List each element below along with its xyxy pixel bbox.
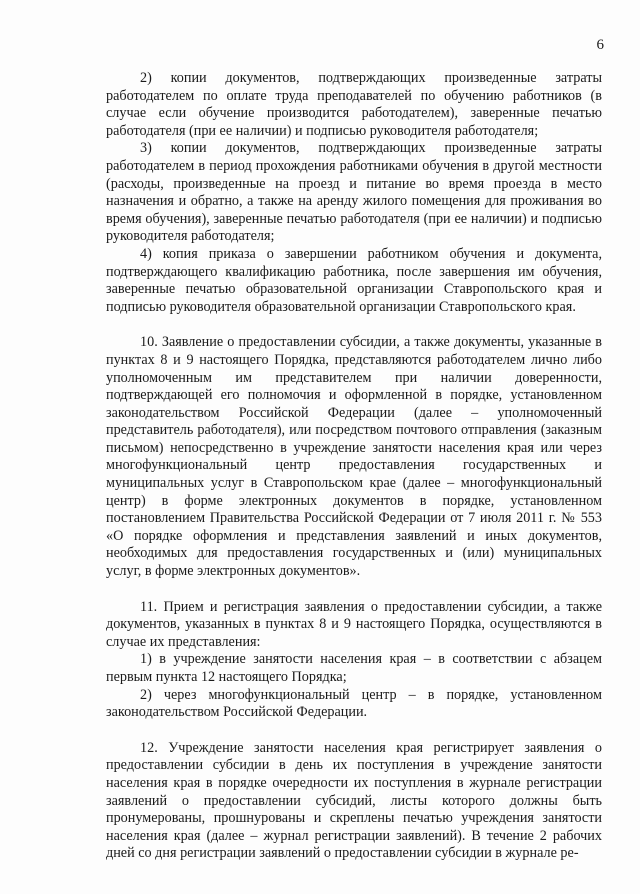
paragraph-item-2-copies-labor-costs: 2) копии документов, подтверждающих произведенные затраты работодателем по оплате труда преподавателей по обучению работников (в случае если обучение производится работодателем), заверенные печатью работодателя (при ее наличии) и подписью руководителя работодателя; bbox=[106, 70, 602, 139]
paragraph-item-3-copies-travel-costs: 3) копии документов, подтверждающих произведенные затраты работодателем в период прохождения работниками обучения в другой местности (расходы, произведенные на проезд и питание во время проезда в место назначения и обратно, а также на аренду жилого помещения для проживания во время обучения), заверенные печатью работодателя (при ее наличии) и подписью руководителя работодателя; bbox=[106, 140, 602, 245]
page-number: 6 bbox=[596, 37, 604, 53]
paragraph-section-11-item-1: 1) в учреждение занятости населения края – в соответствии с абзацем первым пункта 12 настоящего Порядка; bbox=[106, 651, 602, 685]
paragraph-section-12: 12. Учреждение занятости населения края регистрирует заявления о предоставлении субсидии в день их поступления в учреждение занятости населения края в порядке очередности их поступления в журнале регистрации заявлений о предоставлении субсидий, листы которого должны быть пронумерованы, прошнурованы и скреплены печатью учреждения занятости населения края (далее – журнал регистрации заявлений). В течение 2 рабочих дней со дня регистрации заявлений о предоставлении субсидии в журнале ре- bbox=[106, 739, 602, 862]
paragraph-section-11: 11. Прием и регистрация заявления о предоставлении субсидии, а также документов, указанных в пунктах 8 и 9 настоящего Порядка, осуществляются в случае их представления: bbox=[106, 598, 602, 650]
paragraph-section-11-item-2: 2) через многофункциональный центр – в порядке, установленном законодательством Российской Федерации. bbox=[106, 686, 602, 721]
paragraph-item-4-order-copy: 4) копия приказа о завершении работником обучения и документа, подтверждающего квалификацию работника, после завершения им обучения, заверенные печатью образовательной организации Ставропольского края и подписью руководителя образовательной организации Ставропольского края. bbox=[106, 245, 602, 315]
paragraph-section-10: 10. Заявление о предоставлении субсидии, а также документы, указанные в пунктах 8 и 9 настоящего Порядка, представляются работодателем лично либо уполномоченным им представителем при наличии доверенности, подтверждающей его полномочия и оформленной в порядке, установленном законодательством Российской Федерации (далее – уполномоченный представитель работодателя), или посредством почтового отправления (заказным письмом) непосредственно в учреждение занятости населения края или через многофункциональный центр предоставления государственных и муниципальных услуг в Ставропольском крае (далее – многофункциональный центр) в форме электронных документов в порядке, установленном постановлением Правительства Российской Федерации от 7 июля 2011 г. № 553 «О порядке оформления и представления заявлений и иных документов, необходимых для предоставления государственных и (или) муниципальных услуг, в форме электронных документов». bbox=[106, 334, 602, 580]
document-body bbox=[106, 70, 602, 863]
